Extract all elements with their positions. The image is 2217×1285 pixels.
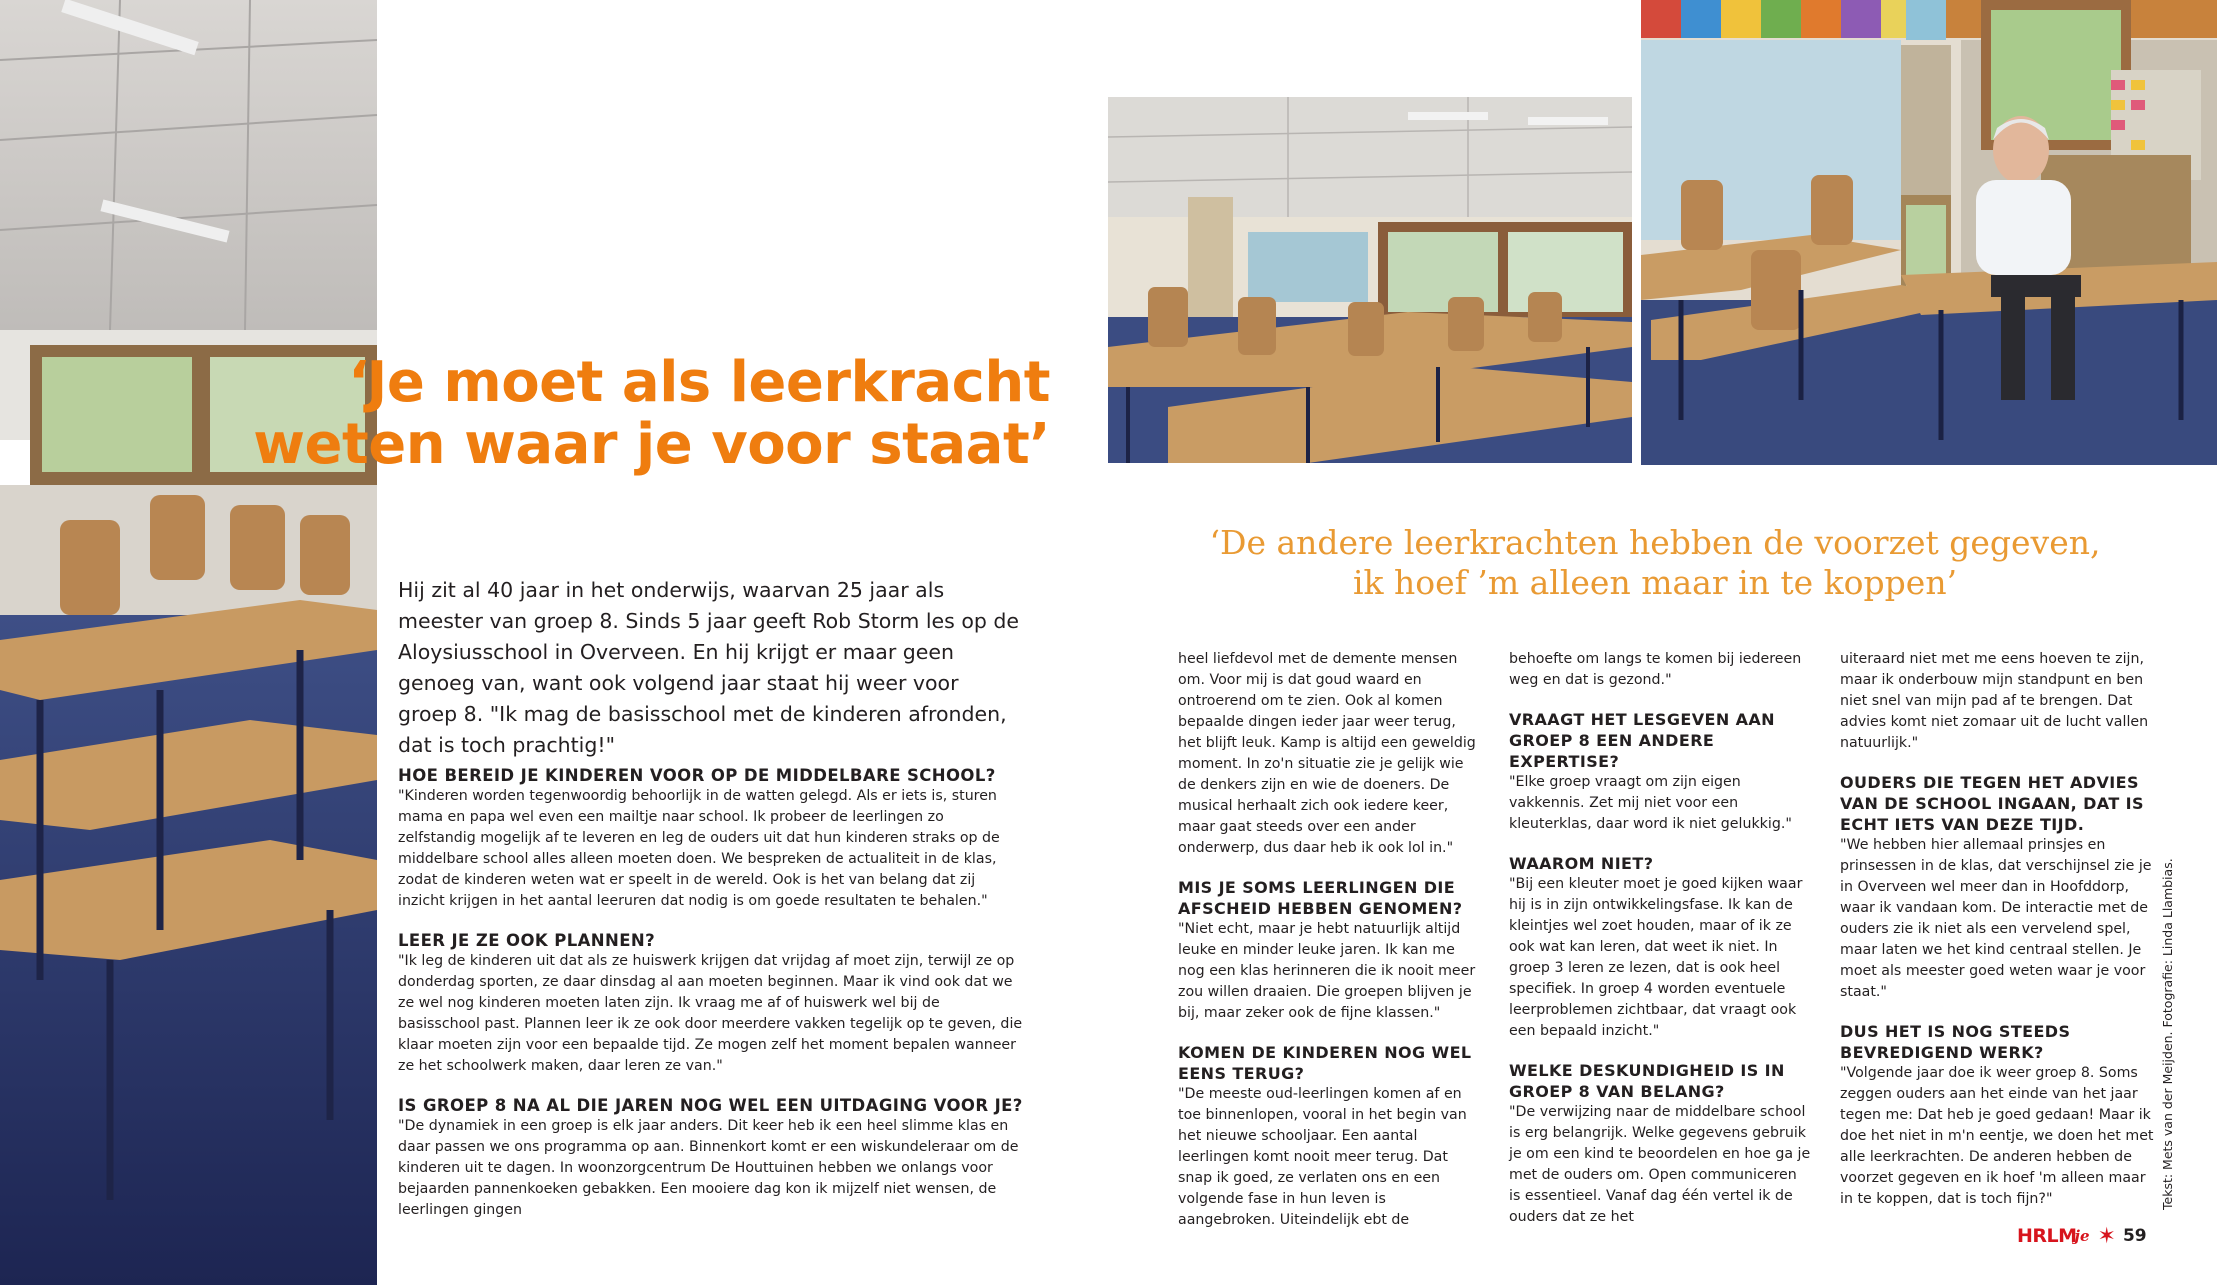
magazine-logo-tail: je [2074, 1227, 2090, 1245]
answer-text: "De verwijzing naar de middelbare school is erg belangrijk. Welke gegevens gebruik je om een kind te beoordelen en hoe ga je met de ouders om. Open communiceren is essentieel. Vanaf dag één vertel ik de ouders dat ze het [1509, 1104, 1811, 1225]
question-heading: LEER JE ZE OOK PLANNEN? [398, 931, 656, 950]
photo-credits: Tekst: Mets van der Meijden. Fotografie: Linda Llambias. [2160, 858, 2175, 1210]
star-icon: ✶ [2097, 1223, 2116, 1249]
page-number: 59 [2122, 1226, 2147, 1246]
answer-text: "Elke groep vraagt om zijn eigen vakkennis. Zet mij niet voor een kleuterklas, daar word ik niet gelukkig." [1509, 774, 1792, 832]
classroom-photo-left [0, 0, 377, 1285]
question-heading: MIS JE SOMS LEERLINGEN DIE AFSCHEID HEBBEN GENOMEN? [1178, 878, 1463, 918]
article-column-1 [398, 765, 1023, 1239]
question-heading: WELKE DESKUNDIGHEID IS IN GROEP 8 VAN BELANG? [1509, 1061, 1785, 1101]
headline-line-1: ‘Je moet als leerkracht [348, 350, 1050, 415]
article-column-3 [1509, 649, 1811, 1246]
answer-text: "Ik leg de kinderen uit dat als ze huiswerk krijgen dat vrijdag af moet zijn, terwijl ze op donderdag sporten, ze daar dinsdag al aan moeten beginnen. Maar ik vind ook dat we ze wel nog kinderen moeten laten zijn. Ik vraag me af of huiswerk wel bij de basisschool past. Plannen leer ik ze ook door meerdere vakken tegelijk op te geven, die klaar moeten zijn voor een bepaalde tijd. Ze mogen zelf het moment bepalen wanneer ze het schoolwerk maken, daar leren ze van." [398, 953, 1023, 1074]
answer-text: "De meeste oud-leerlingen komen af en toe binnenlopen, vooral in het begin van het nieuwe schooljaar. Een aantal leerlingen komt nooit meer terug. Dat snap ik goed, ze verlaten ons en een volgende fase in hun leven is aangebroken. Uiteindelijk ebt de [1178, 1086, 1467, 1228]
page-folio [2017, 1220, 2147, 1252]
question-heading: KOMEN DE KINDEREN NOG WEL EENS TERUG? [1178, 1043, 1472, 1083]
answer-text: "We hebben hier allemaal prinsjes en prinsessen in de klas, dat verschijnsel zie je in Overveen wel meer dan in Hoofddorp, waar ik vandaan kom. De interactie met de ouders zie ik niet als een vervelend spel, maar laten we het kind centraal stellen. Je moet als meester goed weten waar je voor staat." [1840, 837, 2152, 1000]
question-heading: DUS HET IS NOG STEEDS BEVREDIGEND WERK? [1840, 1022, 2071, 1062]
teacher-portrait-photo [1641, 0, 2217, 465]
pull-quote-line-1: ‘De andere leerkrachten hebben de voorzet gegeven, [1209, 523, 2101, 562]
headline-line-2: weten waar je voor staat’ [253, 412, 1050, 477]
answer-text: "Volgende jaar doe ik weer groep 8. Soms zeggen ouders aan het einde van het jaar tegen me: Dat heb je goed gedaan! Maar ik doe het niet in m'n eentje, we doen het met alle leerkrachten. De anderen hebben de voorzet gegeven en ik hoef 'm alleen maar in te koppen, dat is toch fijn?" [1840, 1065, 2154, 1207]
answer-text: "Kinderen worden tegenwoordig behoorlijk in de watten gelegd. Als er iets is, sturen mama en papa wel even een mailtje naar school. Ik probeer de leerlingen zo zelfstandig mogelijk af te leveren en leg de ouders uit dat hun kinderen straks op de middelbare school alles alleen moeten doen. We bespreken de actualiteit in de klas, zodat de kinderen weten wat er speelt in de wereld. Ook is het van belang dat zij inzicht krijgen in het aantal leeruren dat nodig is om goede resultaten te behalen." [398, 788, 1000, 909]
continued-text: behoefte om langs te komen bij iedereen weg en dat is gezond." [1509, 651, 1802, 688]
answer-text: "Bij een kleuter moet je goed kijken waar hij is in zijn ontwikkelingsfase. Ik kan de kleintjes wel zoet houden, maar of ik ze ook wat kan leren, dat weet ik niet. In groep 3 leren ze lezen, dat is ook heel specifiek. In groep 4 worden eventuele leerproblemen zichtbaar, dat vraagt ook een bepaald inzicht." [1509, 876, 1803, 1039]
question-heading: WAAROM NIET? [1509, 854, 1654, 873]
question-heading: VRAAGT HET LESGEVEN AAN GROEP 8 EEN ANDERE EXPERTISE? [1509, 710, 1775, 771]
question-heading: OUDERS DIE TEGEN HET ADVIES VAN DE SCHOOL INGAAN, DAT IS ECHT IETS VAN DEZE TIJD. [1840, 773, 2144, 834]
intro-paragraph: Hij zit al 40 jaar in het onderwijs, waarvan 25 jaar als meester van groep 8. Sinds 5 jaar geeft Rob Storm les op de Aloysiusschool in Overveen. En hij krijgt er maar geen genoeg van, want ook volgend jaar staat hij weer voor groep 8. "Ik mag de basisschool met de kinderen afronden, dat is toch prachtig!" [398, 578, 1020, 757]
magazine-logo: HRLM [2017, 1225, 2077, 1247]
question-heading: IS GROEP 8 NA AL DIE JAREN NOG WEL EEN UITDAGING VOOR JE? [398, 1096, 1023, 1115]
answer-text: "Niet echt, maar je hebt natuurlijk altijd leuke en minder leuke jaren. Ik kan me nog een klas herinneren die ik nooit meer zou willen draaien. Die groepen blijven je bij, maar zeker ook de fijne klassen." [1178, 921, 1476, 1021]
article-column-2 [1178, 649, 1480, 1249]
question-heading: HOE BEREID JE KINDEREN VOOR OP DE MIDDELBARE SCHOOL? [398, 766, 996, 785]
pull-quote [1150, 523, 2160, 603]
headline [230, 352, 1050, 476]
pull-quote-line-2: ik hoef ’m alleen maar in te koppen’ [1352, 563, 1958, 602]
answer-text: "De dynamiek in een groep is elk jaar anders. Dit keer heb ik een heel slimme klas en daar passen we ons programma op aan. Binnenkort komt er een wiskundeleraar om de kinderen uit te dagen. In woonzorgcentrum De Houttuinen hebben we onlangs voor bejaarden pannenkoeken gebakken. Een mooiere dag kon ik mijzelf niet wensen, de leerlingen gingen [398, 1118, 1019, 1218]
classroom-photo-middle [1108, 97, 1632, 463]
continued-text: heel liefdevol met de demente mensen om. Voor mij is dat goud waard en ontroerend om te zien. Ook al komen bepaalde dingen ieder jaar weer terug, het blijft leuk. Kamp is altijd een geweldig moment. In zo'n situatie zie je gelijk wie de denkers zijn en wie de doeners. De musical herhaalt zich ook iedere keer, maar gaat steeds over een ander onderwerp, dus daar heb ik ook lol in." [1178, 651, 1476, 856]
continued-text: uiteraard niet met me eens hoeven te zijn, maar ik onderbouw mijn standpunt en ben niet snel van mijn pad af te brengen. Dat advies komt niet zomaar uit de lucht vallen natuurlijk." [1840, 651, 2149, 751]
article-column-4 [1840, 649, 2155, 1228]
